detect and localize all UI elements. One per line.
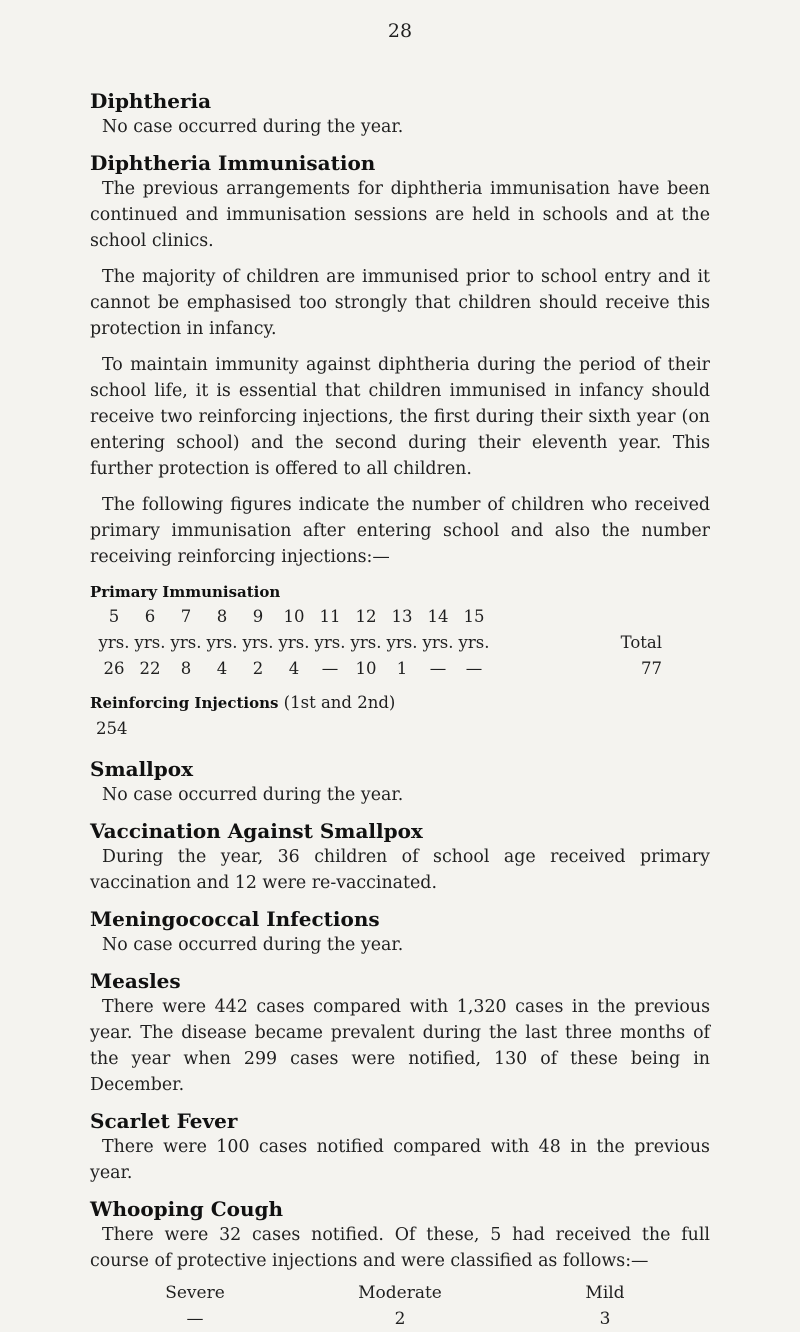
unit-cell: yrs. xyxy=(314,633,346,652)
age-cell: 8 xyxy=(216,607,228,626)
count-cell: 4 xyxy=(216,659,228,678)
immunisation-para-4: The following figures indicate the number of children who received primary immunisation after entering school and also the number receiving reinforcing injections:— xyxy=(90,495,710,567)
total-label: Total xyxy=(620,633,662,652)
classification-label: Moderate xyxy=(358,1283,442,1303)
section-diphtheria xyxy=(90,88,710,140)
immunisation-para-2: The majority of children are immunised prior to school entry and it cannot be emphasised too strongly that children should receive this protection in infancy. xyxy=(90,267,710,339)
table-row-ages xyxy=(96,604,662,630)
count-cell: 4 xyxy=(288,659,300,678)
unit-cell: yrs. xyxy=(98,633,130,652)
count-cell: 8 xyxy=(180,659,192,678)
count-cell: — xyxy=(321,659,339,678)
primary-immunisation-table xyxy=(96,604,710,682)
meningococcal-text: No case occurred during the year. xyxy=(102,935,404,955)
section-vaccination xyxy=(90,818,710,896)
heading-meningococcal: Meningococcal Infections xyxy=(90,907,380,931)
page-content xyxy=(90,88,710,1332)
classification-label: Severe xyxy=(165,1283,225,1303)
immunisation-para-1: The previous arrangements for diphtheria immunisation have been continued and immunisation sessions are held in schools and at the school clinics. xyxy=(90,179,710,251)
heading-diphtheria: Diphtheria xyxy=(90,89,212,113)
count-cell: 2 xyxy=(252,659,264,678)
whooping-classification xyxy=(120,1280,680,1332)
scarlet-text: There were 100 cases notified compared with 48 in the previous year. xyxy=(90,1137,710,1183)
age-cell: 15 xyxy=(463,607,485,626)
count-cell: 10 xyxy=(355,659,377,678)
reinforcing-value: 254 xyxy=(96,719,128,738)
reinforcing-suffix: (1st and 2nd) xyxy=(278,693,396,712)
unit-cell: yrs. xyxy=(170,633,202,652)
heading-scarlet-fever: Scarlet Fever xyxy=(90,1109,238,1133)
classification-value: 3 xyxy=(599,1309,611,1329)
age-cell: 14 xyxy=(427,607,449,626)
age-cell: 10 xyxy=(283,607,305,626)
unit-cell: yrs. xyxy=(386,633,418,652)
count-cell: 22 xyxy=(139,659,161,678)
unit-cell: yrs. xyxy=(242,633,274,652)
classification-mild xyxy=(530,1280,680,1332)
reinforcing-line xyxy=(90,690,710,716)
vaccination-text: During the year, 36 children of school age received primary vaccination and 12 were re-vaccinated. xyxy=(90,847,710,893)
immunisation-para-3: To maintain immunity against diphtheria during the period of their school life, it is essential that children immunised in infancy should receive two reinforcing injections, the first during their sixth year (on entering school) and the second during their eleventh year. This further protection is offered to all children. xyxy=(90,355,710,479)
section-scarlet-fever xyxy=(90,1108,710,1186)
classification-label: Mild xyxy=(585,1283,625,1303)
age-cell: 9 xyxy=(252,607,264,626)
count-cell: — xyxy=(465,659,483,678)
page-number: 28 xyxy=(387,20,413,42)
section-meningococcal xyxy=(90,906,710,958)
unit-cell: yrs. xyxy=(134,633,166,652)
count-cell: — xyxy=(429,659,447,678)
unit-cell: yrs. xyxy=(422,633,454,652)
age-cell: 5 xyxy=(108,607,120,626)
classification-severe xyxy=(120,1280,270,1332)
measles-text: There were 442 cases compared with 1,320 cases in the previous year. The disease became prevalent during the last three months of the year when 299 cases were notified, 130 of these being in December. xyxy=(90,997,710,1095)
whooping-text: There were 32 cases notified. Of these, 5 had received the full course of protective injections and were classified as follows:— xyxy=(90,1225,710,1271)
age-cell: 11 xyxy=(319,607,341,626)
section-smallpox xyxy=(90,756,710,808)
age-cell: 13 xyxy=(391,607,413,626)
section-whooping-cough xyxy=(90,1196,710,1332)
diphtheria-text: No case occurred during the year. xyxy=(102,117,404,137)
age-cell: 7 xyxy=(180,607,192,626)
heading-smallpox: Smallpox xyxy=(90,757,194,781)
heading-vaccination: Vaccination Against Smallpox xyxy=(90,819,423,843)
smallpox-text: No case occurred during the year. xyxy=(102,785,404,805)
classification-moderate xyxy=(325,1280,475,1332)
table-row-units xyxy=(96,630,662,656)
heading-reinforcing-injections: Reinforcing Injections xyxy=(90,694,279,712)
total-value: 77 xyxy=(641,659,662,678)
heading-whooping-cough: Whooping Cough xyxy=(90,1197,284,1221)
age-cell: 12 xyxy=(355,607,377,626)
heading-primary-immunisation: Primary Immunisation xyxy=(90,583,281,601)
unit-cell: yrs. xyxy=(458,633,490,652)
unit-cell: yrs. xyxy=(206,633,238,652)
count-cell: 26 xyxy=(103,659,125,678)
heading-measles: Measles xyxy=(90,969,181,993)
section-diphtheria-immunisation xyxy=(90,150,710,742)
age-cell: 6 xyxy=(144,607,156,626)
heading-diphtheria-immunisation: Diphtheria Immunisation xyxy=(90,151,376,175)
unit-cell: yrs. xyxy=(350,633,382,652)
count-cell: 1 xyxy=(396,659,408,678)
classification-value: 2 xyxy=(394,1309,406,1329)
table-row-counts xyxy=(96,656,662,682)
classification-value: — xyxy=(186,1309,204,1329)
section-measles xyxy=(90,968,710,1098)
unit-cell: yrs. xyxy=(278,633,310,652)
